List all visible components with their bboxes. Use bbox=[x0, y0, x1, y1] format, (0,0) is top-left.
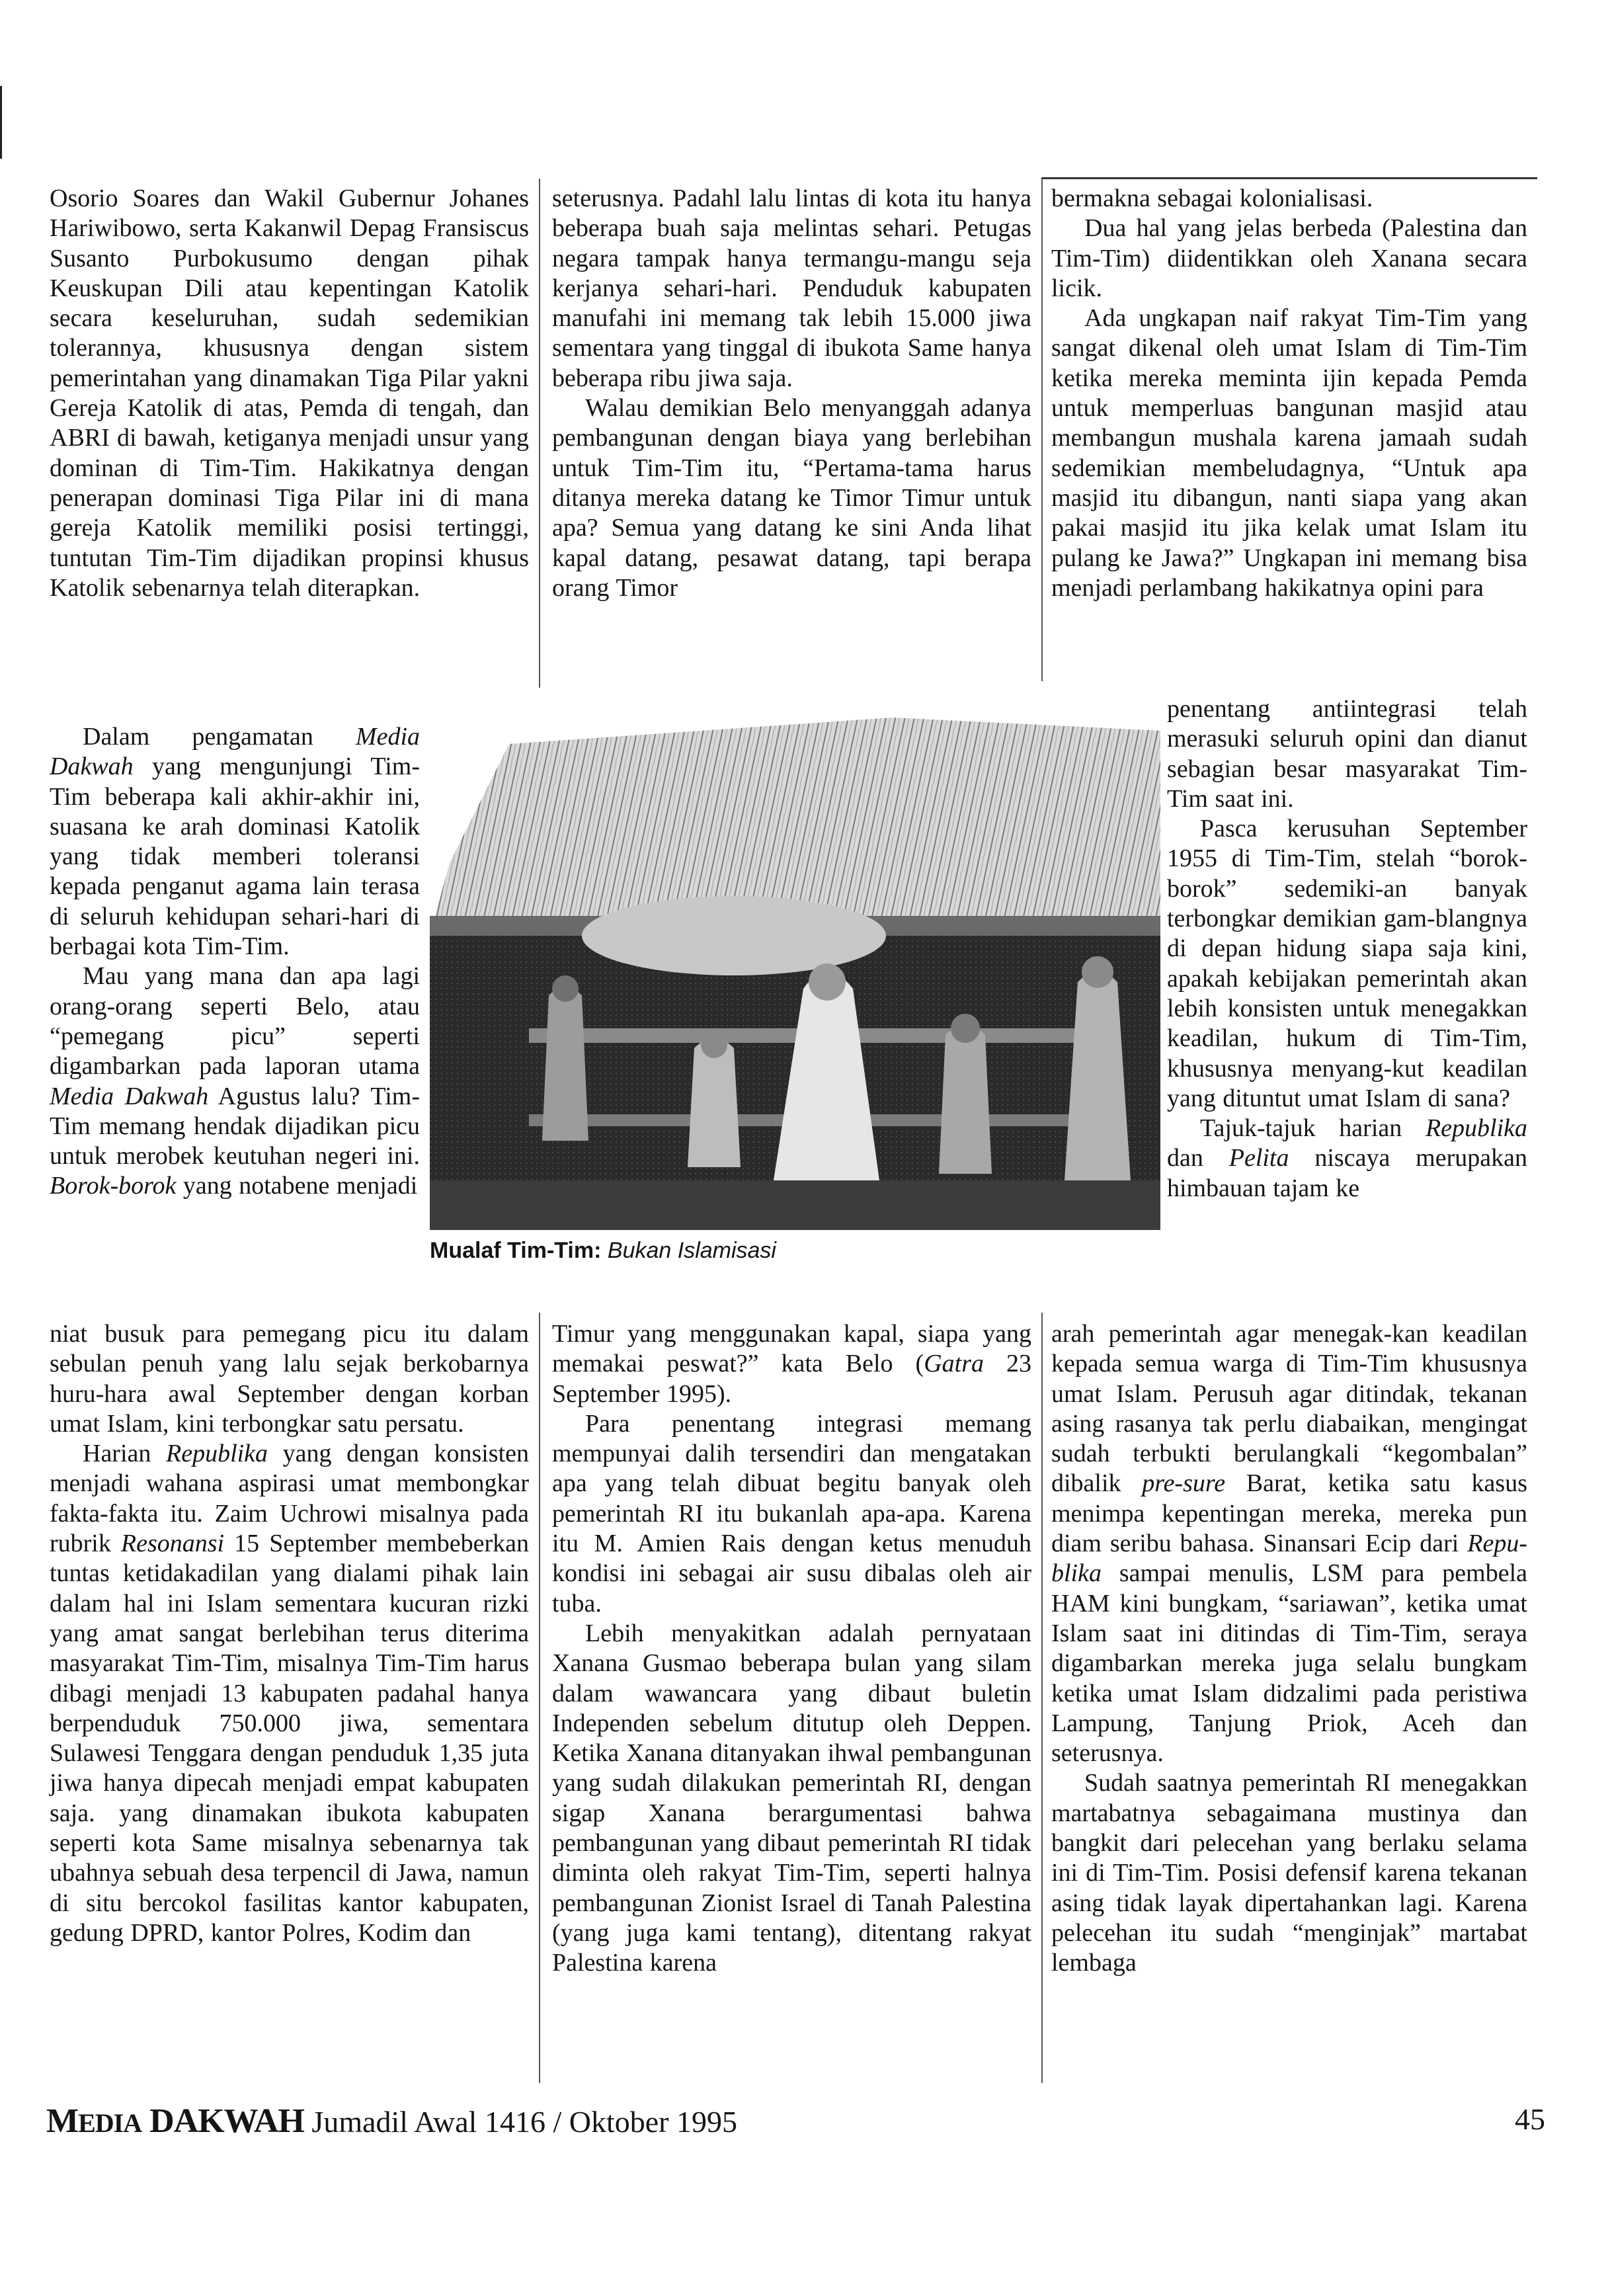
paragraph bbox=[552, 1619, 1031, 1979]
italic-text-run: Resonansi bbox=[120, 1530, 225, 1558]
text-run: Agustus lalu? Tim-Tim memang hendak dijadikan picu untuk merobek keutuhan negeri ini. bbox=[50, 1082, 420, 1170]
text-run: niat busuk para pemegang picu itu dalam sebulan penuh yang lalu sejak berkobarnya huru-hara awal September dengan korban umat Islam, kini terbongkar satu persatu. bbox=[50, 1320, 529, 1438]
paragraph bbox=[1167, 814, 1527, 1114]
text-run: yang dengan konsisten menjadi wahana aspirasi umat membongkar fakta-fakta itu. Zaim Uchrowi misalnya pada rubrik bbox=[50, 1440, 529, 1558]
text-run: Ada ungkapan naif rakyat Tim-Tim yang sangat dikenal oleh umat Islam di Tim-Tim ketika mereka meminta ijin kepada Pemda untuk memperluas bangunan masjid atau membangun mushala karena jamaah sudah sedemikian membeludagnya, “Untuk apa masjid itu dibangun, nanti siapa yang akan pakai masjid itu jika kelak umat Islam itu pulang ke Jawa?” Ungkapan ini memang bisa menjadi perlambang hakikatnya opini para bbox=[1051, 304, 1527, 602]
italic-text-run: Pelita bbox=[1228, 1144, 1289, 1172]
text-run: Dua hal yang jelas berbeda (Palestina dan Tim-Tim) diidentikkan oleh Xanana secara licik. bbox=[1051, 214, 1527, 302]
text-run: Dalam pengamatan bbox=[83, 723, 356, 751]
paragraph bbox=[1167, 1114, 1527, 1204]
column-2-top bbox=[552, 184, 1031, 603]
text-run: 23 September 1995). bbox=[552, 1350, 1031, 1408]
paragraph bbox=[552, 1319, 1031, 1409]
paragraph bbox=[552, 184, 1031, 393]
column-1-wrap bbox=[50, 722, 420, 1202]
paragraph bbox=[1051, 1768, 1527, 1978]
italic-text-run: Borok-borok bbox=[50, 1172, 177, 1200]
text-run: sampai menulis, LSM para pembela HAM kini bungkam, “sariawan”, ketika umat Islam saat ini ditindas di Tim-Tim, seraya digambarkan mereka juga selalu bungkam ketika umat Islam didzalimi pada peristiwa Lampung, Tanjung Priok, Aceh dan seterusnya. bbox=[1051, 1559, 1527, 1768]
text-run: Timur yang menggunakan kapal, siapa yang memakai peswat?” kata Belo ( bbox=[552, 1320, 1031, 1378]
text-run: Tajuk-tajuk harian bbox=[1200, 1114, 1426, 1143]
text-run: Para penentang integrasi memang mempunyai dalih tersendiri dan mengatakan apa yang telah dibuat begitu banyak oleh pemerintah RI itu bukanlah apa-apa. Karena itu M. Amien Rais dengan ketus menuduh kondisi ini sebagai air susu dibalas oleh air tuba. bbox=[552, 1409, 1031, 1618]
page-number: 45 bbox=[1515, 2102, 1545, 2136]
italic-text-run: pre-sure bbox=[1142, 1469, 1226, 1498]
page-footer bbox=[46, 2102, 1545, 2141]
text-run: Walau demikian Belo menyanggah adanya pembangunan dengan biaya yang berlebihan untuk Tim-Tim itu, “Pertama-tama harus ditanya mereka datang ke Timor Timur untuk apa? Semua yang datang ke sini Anda lihat kapal datang, pesawat datang, tapi berapa orang Timor bbox=[552, 394, 1031, 602]
paragraph bbox=[50, 184, 529, 603]
article-photo bbox=[430, 718, 1160, 1230]
magazine-name-initial: M bbox=[46, 2102, 79, 2140]
italic-text-run: Gatra bbox=[924, 1350, 984, 1378]
top-rule bbox=[1041, 177, 1537, 179]
paragraph bbox=[1051, 184, 1527, 214]
text-run: niscaya merupakan himbauan tajam ke bbox=[1167, 1144, 1527, 1202]
column-rule-1 bbox=[539, 179, 540, 688]
paragraph bbox=[1051, 1319, 1527, 1768]
paragraph bbox=[552, 1409, 1031, 1619]
paragraph bbox=[1051, 304, 1527, 603]
magazine-name bbox=[46, 2102, 304, 2140]
paragraph bbox=[1167, 694, 1527, 814]
column-1-top bbox=[50, 184, 529, 603]
photo-illustration bbox=[430, 718, 1160, 1230]
italic-text-run: Media Dakwah bbox=[50, 723, 420, 781]
text-run: Harian bbox=[83, 1440, 166, 1468]
text-run: Barat, ketika satu kasus menimpa kepentingan mereka, mereka pun diam seribu bahasa. Sinansari Ecip dari bbox=[1051, 1469, 1527, 1558]
paragraph bbox=[1051, 214, 1527, 304]
paragraph bbox=[50, 1439, 529, 1948]
italic-text-run: Repu-blika bbox=[1051, 1530, 1527, 1588]
paragraph bbox=[50, 1319, 529, 1439]
caption-text: Bukan Islamisasi bbox=[607, 1238, 776, 1263]
text-run: Sudah saatnya pemerintah RI menegakkan martabatnya sebagaimana mustinya dan bangkit dari pelecehan yang berlaku selama ini di Tim-Tim. Posisi defensif karena tekanan asing tidak layak dipertahankan lagi. Karena pelecehan itu sudah “menginjak” martabat lembaga bbox=[1051, 1769, 1527, 1977]
caption-title: Mualaf Tim-Tim: bbox=[430, 1238, 602, 1263]
text-run: Lebih menyakitkan adalah pernyataan Xanana Gusmao beberapa bulan yang silam dalam wawancara yang dibaut buletin Independen sebelum ditutup oleh Deppen. Ketika Xanana ditanyakan ihwal pembangunan yang sudah dilakukan pemerintah RI, dengan sigap Xanana berargumentasi bahwa pembangunan yang dibaut pemerintah RI tidak diminta oleh rakyat Tim-Tim, seperti halnya pembangunan Zionist Israel di Tanah Palestina (yang juga kami tentang), ditentang rakyat Palestina karena bbox=[552, 1619, 1031, 1977]
paragraph bbox=[50, 962, 420, 1201]
paragraph bbox=[552, 393, 1031, 603]
text-run: Mau yang mana dan apa lagi orang-orang seperti Belo, atau “pemegang picu” seperti digambarkan pada laporan utama bbox=[50, 962, 420, 1081]
photo-caption bbox=[430, 1238, 776, 1264]
column-rule-2 bbox=[1041, 179, 1043, 681]
text-run: seterusnya. Padahl lalu lintas di kota itu hanya beberapa buah saja melintas sehari. Petugas negara tampak hanya termangu-mangu seja kerjanya sehari-hari. Penduduk kabupaten manufahi ini memang tak lebih 15.000 jiwa sementara yang tinggal di ibukota Same hanya beberapa ribu jiwa saja. bbox=[552, 184, 1031, 392]
column-3-top bbox=[1051, 184, 1527, 603]
page-edge-mark bbox=[0, 86, 2, 159]
text-run: arah pemerintah agar menegak-kan keadilan kepada semua warga di Tim-Tim khususnya umat Islam. Perusuh agar ditindak, tekanan asing rasanya tak perlu diabaikan, mengingat sudah terbukti berulangkali “kegombalan” dibalik bbox=[1051, 1320, 1527, 1498]
text-run: bermakna sebagai kolonialisasi. bbox=[1051, 184, 1373, 212]
text-run: Osorio Soares dan Wakil Gubernur Johanes Hariwibowo, serta Kakanwil Depag Fransiscus Susanto Purbokusumo dengan pihak Keuskupan Dili atau kepentingan Katolik secara keseluruhan, sudah sedemikian tolerannya, khususnya dengan sistem pemerintahan yang dinamakan Tiga Pilar yakni Gereja Katolik di atas, Pemda di tengah, dan ABRI di bawah, ketiganya menjadi unsur yang dominan di Tim-Tim. Hakikatnya dengan penerapan dominasi Tiga Pilar ini di mana gereja Katolik memiliki posisi tertinggi, tuntutan Tim-Tim dijadikan propinsi khusus Katolik sebenarnya telah diterapkan. bbox=[50, 184, 529, 602]
column-3-wrap bbox=[1167, 694, 1527, 1204]
column-rule-2-lower bbox=[1041, 1313, 1043, 2083]
magazine-name-rest: EDIA bbox=[78, 2108, 142, 2138]
text-run: dan bbox=[1167, 1144, 1229, 1172]
text-run: yang notabene menjadi bbox=[176, 1172, 418, 1200]
column-3-bottom bbox=[1051, 1319, 1527, 1979]
text-run: yang mengunjungi Tim-Tim beberapa kali akhir-akhir ini, suasana ke arah dominasi Katolik yang tidak memberi toleransi kepada penganut agama lain terasa di seluruh kehidupan sehari-hari di berbagai kota Tim-Tim. bbox=[50, 753, 420, 961]
italic-text-run: Media Dakwah bbox=[50, 1082, 209, 1110]
text-run: 15 September membeberkan tuntas ketidakadilan yang dialami pihak lain dalam hal ini Islam sementara kucuran rizki yang amat sangat berlebihan terus diterima masyarakat Tim-Tim, misalnya Tim-Tim harus dibagi menjadi 13 kabupaten padahal hanya berpenduduk 750.000 jiwa, sementara Sulawesi Tenggara dengan penduduk 1,35 juta jiwa hanya dipecah menjadi empat kabupaten saja. yang dinamakan ibukota kabupaten seperti kota Same misalnya sebenarnya tak ubahnya sebuah desa terpencil di Jawa, namun di situ bercokol fasilitas kantor kabupaten, gedung DPRD, kantor Polres, Kodim dan bbox=[50, 1530, 529, 1947]
column-1-bottom bbox=[50, 1319, 529, 1948]
italic-text-run: Republika bbox=[165, 1440, 268, 1468]
issue-date: Jumadil Awal 1416 / Oktober 1995 bbox=[303, 2105, 737, 2139]
magazine-name-second-word: DAKWAH bbox=[141, 2102, 304, 2140]
text-run: penentang antiintegrasi telah merasuki seluruh opini dan dianut sebagian besar masyarakat Tim-Tim saat ini. bbox=[1167, 695, 1527, 813]
text-run: Pasca kerusuhan September 1955 di Tim-Tim, stelah “borok-borok” sedemiki-an banyak terbongkar demikian gam-blangnya di depan hidung siapa saja kini, apakah kebijakan pemerintah akan lebih konsisten untuk menegakkan keadilan, hukum di Tim-Tim, khususnya menyang-kut keadilan yang dituntut umat Islam di sana? bbox=[1167, 815, 1527, 1112]
column-rule-1-lower bbox=[539, 1313, 540, 2083]
column-2-bottom bbox=[552, 1319, 1031, 1979]
italic-text-run: Republika bbox=[1425, 1114, 1527, 1143]
paragraph bbox=[50, 722, 420, 962]
